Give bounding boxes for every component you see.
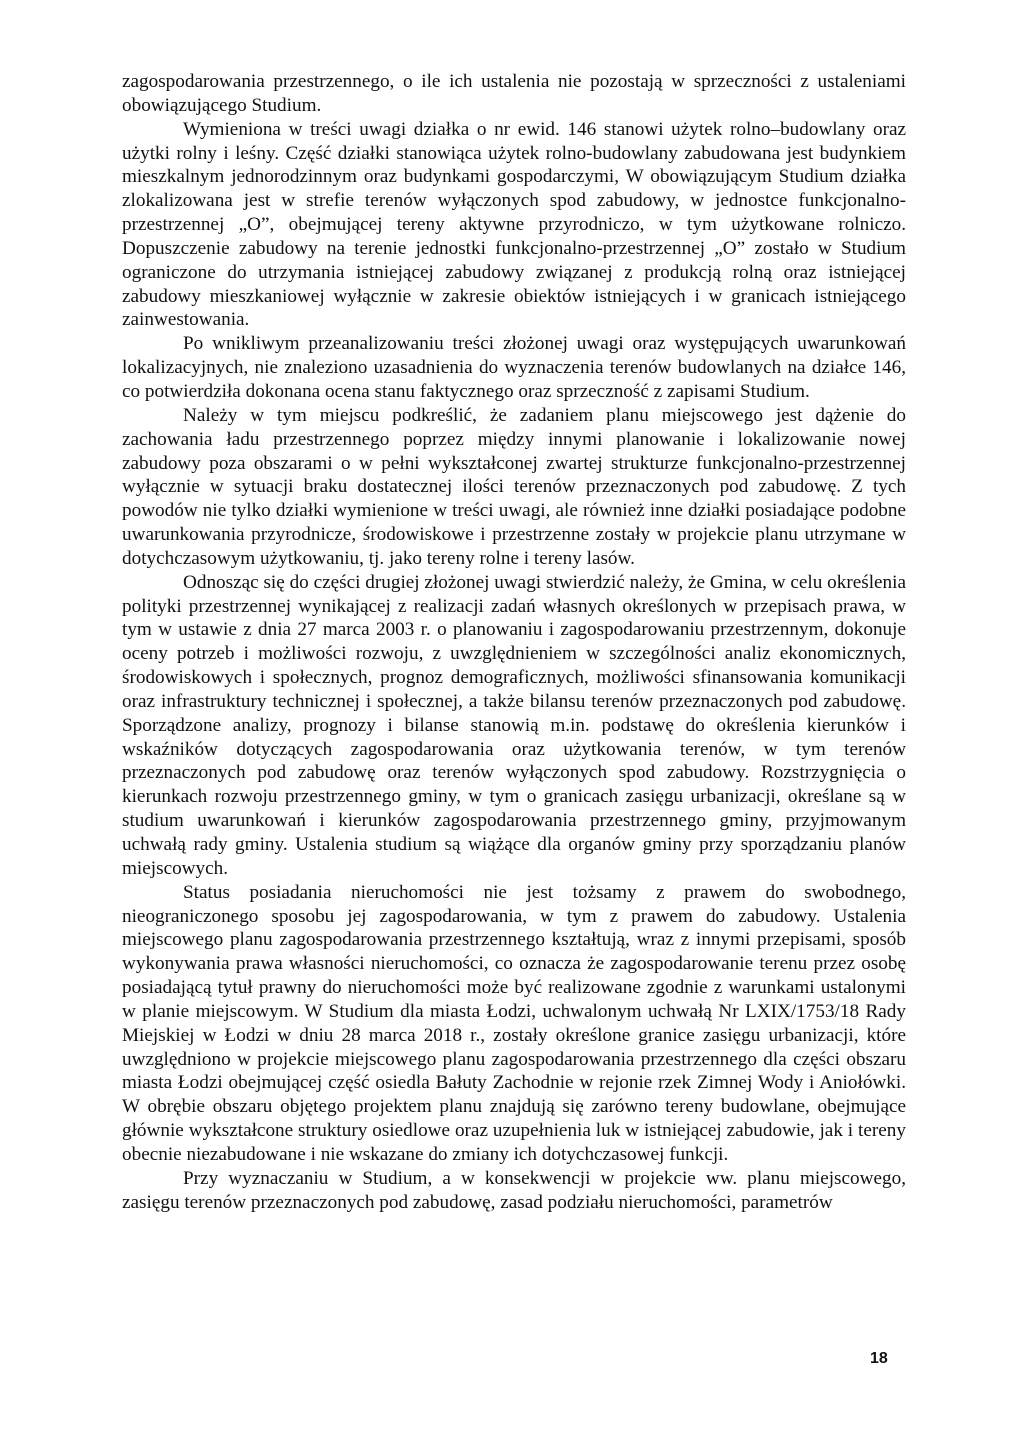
document-page bbox=[122, 70, 906, 1215]
paragraph-spatial-order: Należy w tym miejscu podkreślić, że zadaniem planu miejscowego jest dążenie do zachowania ładu przestrzennego poprzez między innymi planowanie i lokalizowanie nowej zabudowy poza obszarami o w pełni wykształconej zwartej strukturze funkcjonalno-przestrzennej wyłącznie w sytuacji braku dostatecznej ilości terenów przeznaczonych pod zabudowę. Z tych powodów nie tylko działki wymienione w treści uwagi, ale również inne działki posiadające podobne uwarunkowania przyrodnicze, środowiskowe i przestrzenne zostały w projekcie planu utrzymane w dotychczasowym użytkowaniu, tj. jako tereny rolne i tereny lasów. bbox=[122, 404, 906, 569]
paragraph-final: Przy wyznaczaniu w Studium, a w konsekwencji w projekcie ww. planu miejscowego, zasięgu terenów przeznaczonych pod zabudowę, zasad podziału nieruchomości, parametrów bbox=[122, 1167, 906, 1213]
paragraph-parcel-description: Wymieniona w treści uwagi działka o nr ewid. 146 stanowi użytek rolno–budowlany oraz użytki rolny i leśny. Część działki stanowiąca użytek rolno-budowlany zabudowana jest budynkiem mieszkalnym jednorodzinnym oraz budynkami gospodarczymi, W obowiązującym Studium działka zlokalizowana jest w strefie terenów wyłączonych spod zabudowy, w jednostce funkcjonalno-przestrzennej „O”, obejmującej tereny aktywne przyrodniczo, w tym użytkowane rolniczo. Dopuszczenie zabudowy na terenie jednostki funkcjonalno-przestrzennej „O” zostało w Studium ograniczone do utrzymania istniejącej zabudowy związanej z produkcją rolną oraz istniejącej zabudowy mieszkaniowej wyłącznie w zakresie obiektów istniejących i w granicach istniejącego zainwestowania. bbox=[122, 118, 906, 331]
paragraph-property-status: Status posiadania nieruchomości nie jest tożsamy z prawem do swobodnego, nieograniczonego sposobu jej zagospodarowania, w tym z prawem do zabudowy. Ustalenia miejscowego planu zagospodarowania przestrzennego kształtują, wraz z innymi przepisami, sposób wykonywania prawa własności nieruchomości, co oznacza że zagospodarowanie terenu przez osobę posiadającą tytuł prawny do nieruchomości może być realizowane zgodnie z warunkami ustalonymi w planie miejscowym. W Studium dla miasta Łodzi, uchwalonym uchwałą Nr LXIX/1753/18 Rady Miejskiej w Łodzi w dniu 28 marca 2018 r., zostały określone granice zasięgu urbanizacji, które uwzględniono w projekcie miejscowego planu zagospodarowania przestrzennego dla części obszaru miasta Łodzi obejmującej część osiedla Bałuty Zachodnie w rejonie rzek Zimnej Wody i Aniołówki. W obrębie obszaru objętego projektem planu znajdują się zarówno tereny budowlane, obejmujące głównie wykształcone struktury osiedlowe oraz uzupełnienia luk w istniejącej zabudowie, jak i tereny obecnie niezabudowane i nie wskazane do zmiany ich dotychczasowej funkcji. bbox=[122, 881, 906, 1165]
paragraph-second-part: Odnosząc się do części drugiej złożonej uwagi stwierdzić należy, że Gmina, w celu określenia polityki przestrzennej wynikającej z realizacji zadań własnych określonych w przepisach prawa, w tym w ustawie z dnia 27 marca 2003 r. o planowaniu i zagospodarowaniu przestrzennym, dokonuje oceny potrzeb i możliwości rozwoju, z uwzględnieniem w szczególności analiz ekonomicznych, środowiskowych i społecznych, prognoz demograficznych, możliwości sfinansowania komunikacji oraz infrastruktury technicznej i społecznej, a także bilansu terenów przeznaczonych pod zabudowę. Sporządzone analizy, prognozy i bilanse stanowią m.in. podstawę do określenia kierunków i wskaźników dotyczących zagospodarowania oraz użytkowania terenów, w tym terenów przeznaczonych pod zabudowę oraz terenów wyłączonych spod zabudowy. Rozstrzygnięcia o kierunkach rozwoju przestrzennego gminy, w tym o granicach zasięgu urbanizacji, określane są w studium uwarunkowań i kierunków zagospodarowania przestrzennego gminy, przyjmowanym uchwałą rady gminy. Ustalenia studium są wiążące dla organów gminy przy sporządzaniu planów miejscowych. bbox=[122, 571, 906, 879]
page-number: 18 bbox=[870, 1350, 888, 1367]
paragraph-analysis: Po wnikliwym przeanalizowaniu treści złożonej uwagi oraz występujących uwarunkowań lokalizacyjnych, nie znaleziono uzasadnienia do wyznaczenia terenów budowlanych na działce 146, co potwierdziła dokonana ocena stanu faktycznego oraz sprzeczność z zapisami Studium. bbox=[122, 333, 906, 402]
paragraph-continuation: zagospodarowania przestrzennego, o ile ich ustalenia nie pozostają w sprzeczności z ustaleniami obowiązującego Studium. bbox=[122, 71, 906, 116]
